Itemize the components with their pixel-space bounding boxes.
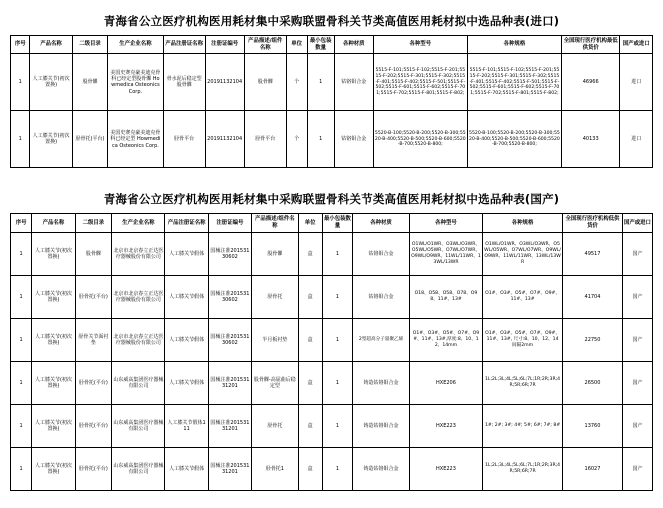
col-header-desc: 产品描述/组件名称 <box>244 35 286 54</box>
table-row <box>11 232 653 275</box>
cell-spec: O1WL/O1WR、O3WL/O3WR、O5WL/O5WR、O7WL/O7WR、O9WL/O9WR、11WL/11WR、13WL/13WR <box>483 232 563 275</box>
cell-spec: 1L;2L;3L;4L;5L;6L;7L;1R;2R;3R;4R;5R;6R;7R <box>483 361 563 404</box>
cell-regno: 国械注准20153130602 <box>208 275 251 318</box>
cell-material: 铸造钴铬钼合金 <box>353 404 410 447</box>
cell-qty: 1 <box>322 232 353 275</box>
cell-manufacturer: 山东威高集团医疗器械有限公司 <box>112 361 165 404</box>
col-header-manufacturer: 生产企业名称 <box>112 214 165 233</box>
table-import <box>10 35 653 169</box>
col-header-spec: 各种规格 <box>467 35 561 54</box>
cell-manufacturer: 北京市北京春立正达医疗器械股份有限公司 <box>112 232 165 275</box>
cell-model: O18、O58、O58、O78、O98、11#、13# <box>409 275 482 318</box>
cell-model: 5520-B-100;5520-B-200;5520-B-300;5520-B-400;5520-B-500;5520-B-600;5520-B-700;5520-B-800; <box>373 111 467 168</box>
cell-no: 1 <box>11 404 32 447</box>
cell-regname: 胫骨平台 <box>163 111 205 168</box>
cell-regname: 人工膝关节假体 <box>165 275 208 318</box>
cell-unit: 个 <box>286 54 307 111</box>
cell-regname: 人工膝关节假体 <box>165 232 208 275</box>
cell-qty: 1 <box>307 111 334 168</box>
cell-price: 13760 <box>563 404 623 447</box>
cell-catalog: 胫骨托(平台) <box>75 361 112 404</box>
cell-model: HXE206 <box>409 361 482 404</box>
table2-title: 青海省公立医疗机构医用耗材集中采购联盟骨科关节类高值医用耗材拟中选品种表(国产) <box>103 192 560 207</box>
cell-no: 1 <box>11 275 32 318</box>
cell-price: 40133 <box>562 111 620 168</box>
col-header-catalog: 二级目录 <box>72 35 108 54</box>
cell-unit: 盒 <box>298 232 322 275</box>
col-header-no: 序号 <box>11 35 30 54</box>
cell-material: 铸造钴铬钼合金 <box>353 361 410 404</box>
cell-catalog: 胫骨托(平台) <box>75 447 112 490</box>
cell-catalog: 胫骨托(平台) <box>72 111 108 168</box>
cell-catalog: 胫骨托(平台) <box>75 275 112 318</box>
col-header-product: 产品名称 <box>32 214 75 233</box>
cell-desc: 股骨髁-高屈曲后稳定型 <box>252 361 299 404</box>
cell-manufacturer: 北京市北京春立正达医疗器械股份有限公司 <box>112 275 165 318</box>
col-header-regno: 注册证编号 <box>205 35 244 54</box>
cell-material: 2型超高分子量聚乙烯 <box>353 318 410 361</box>
cell-manufacturer: 北京市北京春立正达医疗器械股份有限公司 <box>112 318 165 361</box>
cell-desc: 胫骨托 <box>252 275 299 318</box>
col-header-catalog: 二级目录 <box>75 214 112 233</box>
col-header-material: 各种材质 <box>353 214 410 233</box>
table1-title: 青海省公立医疗机构医用耗材集中采购联盟骨科关节类高值医用耗材拟中选品种表(进口) <box>103 14 560 28</box>
cell-material: 钴铬钼合金 <box>334 54 373 111</box>
section-spacer <box>10 168 653 186</box>
table-domestic <box>10 213 653 491</box>
cell-qty: 1 <box>322 275 353 318</box>
cell-desc: 胫骨平台 <box>244 111 286 168</box>
cell-no: 1 <box>11 447 32 490</box>
col-header-origin: 国产或进口 <box>620 35 653 54</box>
cell-product: 人工膝关节(初次置换) <box>32 232 75 275</box>
table-body <box>11 232 653 490</box>
cell-regno: 20191132104 <box>205 54 244 111</box>
cell-material: 钴铬钼合金 <box>353 275 410 318</box>
cell-spec: O1#、O3#、O5#、O7#、O9#、11#、13#, 尺寸:8、10、12、14 间隔2mm <box>483 318 563 361</box>
table-header-row <box>11 214 653 233</box>
cell-spec: O1#、O3#、O5#、O7#、O9#、11#、13# <box>483 275 563 318</box>
cell-regname: 人工膝关节假体 <box>165 447 208 490</box>
cell-material: 钴铬钼合金 <box>353 232 410 275</box>
cell-material: 铸造钴铬钼合金 <box>353 447 410 490</box>
cell-unit: 盒 <box>298 318 322 361</box>
cell-price: 49517 <box>563 232 623 275</box>
cell-qty: 1 <box>322 447 353 490</box>
cell-product: 人工膝关节(初次置换) <box>30 54 72 111</box>
cell-origin: 进口 <box>620 54 653 111</box>
cell-regno: 国械注准20153131201 <box>208 404 251 447</box>
cell-model: O1#、O3#、O5#、O7#、O9#、11#、13#,厚度:8、10、12、14mm <box>409 318 482 361</box>
cell-regname: 骨水泥后稳定型股骨髁 <box>163 54 205 111</box>
cell-product: 人工膝关节(初次置换) <box>32 318 75 361</box>
cell-no: 1 <box>11 318 32 361</box>
cell-desc: 股骨髁 <box>252 232 299 275</box>
cell-regno: 国械注准20153130602 <box>208 318 251 361</box>
cell-desc: 股骨髁 <box>244 54 286 111</box>
cell-model: HXE223 <box>409 447 482 490</box>
cell-qty: 1 <box>322 318 353 361</box>
cell-origin: 进口 <box>620 111 653 168</box>
cell-price: 41704 <box>563 275 623 318</box>
cell-unit: 盒 <box>298 275 322 318</box>
cell-origin: 国产 <box>622 232 652 275</box>
cell-regno: 国械注准20153131201 <box>208 447 251 490</box>
cell-unit: 盒 <box>298 447 322 490</box>
col-header-regname: 产品注册证名称 <box>165 214 208 233</box>
cell-price: 46966 <box>562 54 620 111</box>
cell-spec: 1L;2L;3L;4L;5L;6L;7L;1R;2R;3R;4R;5R;6R;7R <box>483 447 563 490</box>
col-header-model: 各种型号 <box>373 35 467 54</box>
col-header-qty: 最小包装数量 <box>322 214 353 233</box>
cell-price: 26500 <box>563 361 623 404</box>
cell-manufacturer: 山东威高集团医疗器械有限公司 <box>112 447 165 490</box>
cell-product: 人工膝关节(初次置换) <box>32 275 75 318</box>
cell-origin: 国产 <box>622 361 652 404</box>
cell-model: O1WL/O1WR、O3WL/O3WR、O5WL/O5WR、O7WL/O7WR、O9WL/O9WR、11WL/11WR、13WL/13WR <box>409 232 482 275</box>
cell-product: 人工膝关节(初次置换) <box>32 404 75 447</box>
col-header-price: 全国现行医疗机构低供货价 <box>563 214 623 233</box>
cell-catalog: 胫骨关节面衬垫 <box>75 318 112 361</box>
cell-price: 16027 <box>563 447 623 490</box>
col-header-model: 各种型号 <box>409 214 482 233</box>
cell-model: 5515-F-101;5515-F-102;5515-F-201;5515-F-202;5515-F-301;5515-F-302;5515-F-401;5515-F-402;5515-F-501;5515-F-502;5515-F-601;5515-F-602;5515-F-701;5515-F-702;5515-F-801;5515-F-802; <box>373 54 467 111</box>
cell-origin: 国产 <box>622 404 652 447</box>
cell-qty: 1 <box>322 361 353 404</box>
table-row <box>11 111 653 168</box>
cell-origin: 国产 <box>622 318 652 361</box>
cell-no: 1 <box>11 361 32 404</box>
col-header-manufacturer: 生产企业名称 <box>108 35 163 54</box>
table-row <box>11 447 653 490</box>
cell-spec: 1#; 2#; 3#; 4#; 5#; 6#; 7#; 8# <box>483 404 563 447</box>
col-header-unit: 单位 <box>298 214 322 233</box>
col-header-regno: 注册证编号 <box>208 214 251 233</box>
cell-regno: 国械注准20153131201 <box>208 361 251 404</box>
cell-manufacturer: 山东威高集团医疗器械有限公司 <box>112 404 165 447</box>
cell-regname: 人工膝关节假体 <box>165 361 208 404</box>
col-header-desc: 产品描述/组件名称 <box>252 214 299 233</box>
cell-origin: 国产 <box>622 275 652 318</box>
col-header-regname: 产品注册证名称 <box>163 35 205 54</box>
cell-material: 钴铬钼合金 <box>334 111 373 168</box>
col-header-spec: 各种规格 <box>483 214 563 233</box>
col-header-material: 各种材质 <box>334 35 373 54</box>
cell-catalog: 胫骨托(平台) <box>75 404 112 447</box>
cell-no: 1 <box>11 54 30 111</box>
table-row <box>11 318 653 361</box>
cell-origin: 国产 <box>622 447 652 490</box>
cell-manufacturer: 美国史赛克豪美迪克骨科已经定型股骨髁 Howmedica Osteonics Corp. <box>108 54 163 111</box>
col-header-unit: 单位 <box>286 35 307 54</box>
cell-desc: 胫骨托1 <box>252 447 299 490</box>
cell-manufacturer: 美国史赛克豪美迪克骨科已经定型 Howmedica Osteonics Corp. <box>108 111 163 168</box>
table-row <box>11 54 653 111</box>
table-header-row <box>11 35 653 54</box>
table-row <box>11 361 653 404</box>
cell-unit: 盒 <box>298 361 322 404</box>
cell-product: 人工膝关节(初次置换) <box>32 361 75 404</box>
cell-qty: 1 <box>307 54 334 111</box>
cell-no: 1 <box>11 111 30 168</box>
cell-catalog: 股骨髁 <box>75 232 112 275</box>
cell-unit: 个 <box>286 111 307 168</box>
cell-regno: 20191132104 <box>205 111 244 168</box>
cell-regname: 人工膝关节假体 <box>165 318 208 361</box>
cell-model: HXE223 <box>409 404 482 447</box>
table-row <box>11 275 653 318</box>
cell-qty: 1 <box>322 404 353 447</box>
cell-desc: 胫骨托 <box>252 404 299 447</box>
col-header-no: 序号 <box>11 214 32 233</box>
cell-spec: 5520-B-100;5520-B-200;5520-B-300;5520-B-400;5520-B-500;5520-B-600;5520-B-700;5520-B-800; <box>467 111 561 168</box>
col-header-product: 产品名称 <box>30 35 72 54</box>
col-header-qty: 最小包装数量 <box>307 35 334 54</box>
cell-regname: 人工膝关节假体111 <box>165 404 208 447</box>
col-header-price: 全国现行医疗机构最低供货价 <box>562 35 620 54</box>
cell-unit: 盒 <box>298 404 322 447</box>
cell-desc: 半月板衬垫 <box>252 318 299 361</box>
cell-spec: 5515-F-101;5515-F-102;5515-F-201;5515-F-202;5515-F-301;5515-F-302;5515-F-401;5515-F-402;5515-F-501;5515-F-502;5515-F-601;5515-F-602;5515-F-701;5515-F-702;5515-F-801;5515-F-802; <box>467 54 561 111</box>
cell-product: 人工膝关节(初次置换) <box>32 447 75 490</box>
cell-catalog: 股骨髁 <box>72 54 108 111</box>
cell-product: 人工膝关节(初次置换) <box>30 111 72 168</box>
col-header-origin: 国产或进口 <box>622 214 652 233</box>
cell-no: 1 <box>11 232 32 275</box>
cell-price: 22750 <box>563 318 623 361</box>
table-row <box>11 404 653 447</box>
cell-regno: 国械注准20153130602 <box>208 232 251 275</box>
